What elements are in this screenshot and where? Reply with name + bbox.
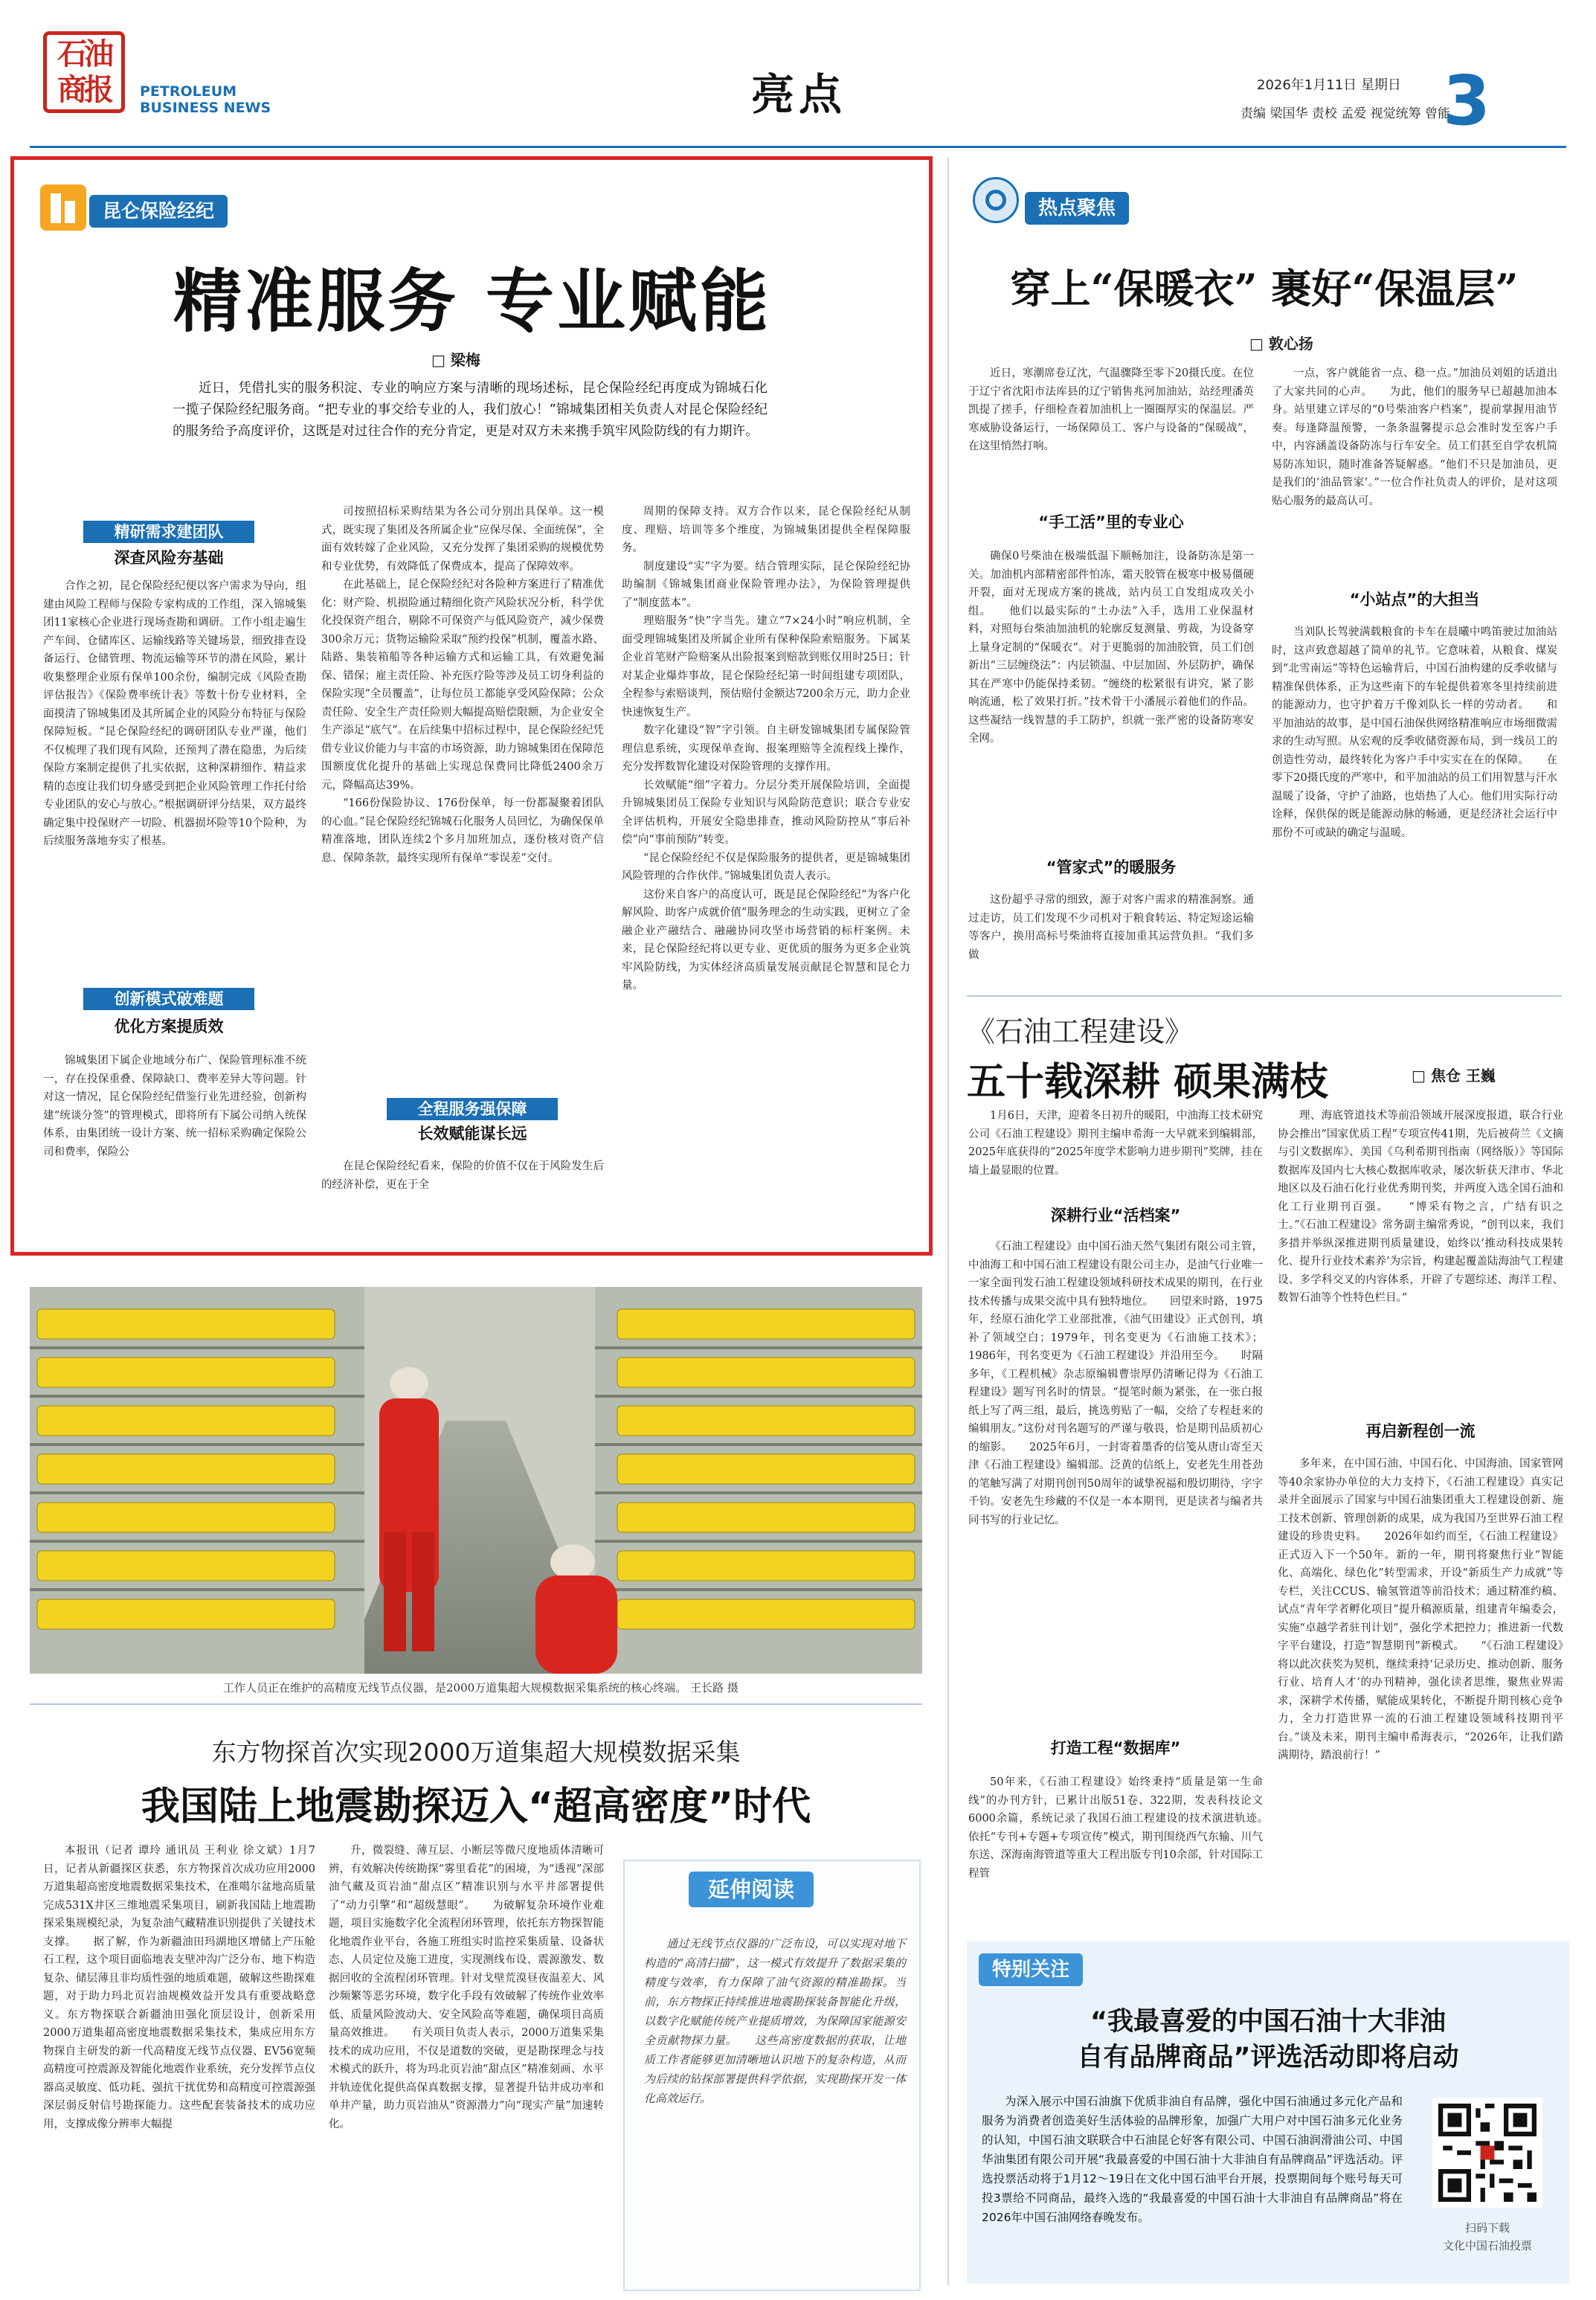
paragraph: 本报讯（记者 谭玲 通讯员 王利业 徐文斌）1月7日，记者从新疆探区获悉，东方物探首次成功应用2000万道集超高密度地震数据采集技术，在准噶尔盆地高质量完成531X井区三维地震采集项目，刷新我国陆上地震勘探采集规模纪录，为复杂油气藏精准识别提供了关键技术支撑。 据了解，作为新疆油田玛湖地区增储上产压舱石工程，这个项目面临地表支壁冲沟广泛分布、地下构造复杂、储层薄且非均质性强的地质难题，破解这些勘探难题，对于助力玛北页岩油规模效益开发具有重要战略意义。东方物探联合新疆油田强化顶层设计，创新采用2000万道集超高密度地震数据采集技术，集成应用东方物探自主研发的新一代高精度无线节点仪器、EV56宽频高精度可控震源及智能化地震作业系统，充分发挥节点仪器高灵敏度、低功耗、强抗干扰优势和高精度可控震源强深层弱反射信号勘探能力。这些配套装备技术的成功应用，支撑成像分辨率大幅提 xyxy=(43,1845,315,2130)
photo-caption: 工作人员正在维护的高精度无线节点仪器，是2000万道集超大规模数据采集系统的核心终端。 王长路 摄 xyxy=(223,1681,739,1695)
section-tag-hotspot: 热点聚焦 xyxy=(1025,192,1129,225)
article-journal-byline: □ 焦仓 王巍 xyxy=(1412,1067,1496,1085)
article-warmth-subhead-3: “小站点”的大担当 xyxy=(1349,591,1480,608)
paragraph: 50年来，《石油工程建设》始终秉持“质量是第一生命线”的办刊方针，已累计出版51卷、322期，发表科技论文6000余篇，系统记录了我国石油工程建设的技术演进轨迹。 依托“专刊+专题+专项宣传”模式，期刊围绕西气东输、川气东送、深海南海管道等重大工程出版专刊10余部，针对国际工程管 xyxy=(968,1776,1284,1880)
article-journal-subhead-3: 再启新程创一流 xyxy=(1365,1422,1476,1440)
subhead-2-banner: 创新模式破难题 xyxy=(83,988,254,1010)
page-number: 3 xyxy=(1443,61,1491,141)
article-kunlun-byline: □ 梁梅 xyxy=(431,351,480,369)
paragraph: “昆仑保险经纪不仅是保险服务的提供者，更是锦城集团风险管理的合作伙伴。”锦城集团负责人表示。 xyxy=(622,852,910,882)
article-warmth-byline: □ 敦心扬 xyxy=(1249,335,1313,353)
newspaper-logo xyxy=(43,31,125,113)
article-warmth-col2-a xyxy=(1272,364,1557,588)
logo-en-line1: PETROLEUM xyxy=(140,83,237,100)
paragraph: 多年来，在中国石油、中国石化、中国海油、国家管网等40余家协办单位的大力支持下，《石油工程建设》真实记录并全面展示了国家与中国石油集团重大工程建设创新、施工技术创新、管理创新的成果，成为我国乃至世界石油工程建设的珍贵史料。 2026年如约而至，《石油工程建设》正式迈入下一个50年。新的一年，期刊将聚焦行业“智能化、高端化、绿色化”转型需求，开设“新质生产力成就”等专栏，关注CCUS、输氢管道等前沿技术；通过精准约稿、试点“青年学者孵化项目”提升稿源质量，组建青年编委会，实施“卓越学者驻刊计划”，强化学术把控力；推进新一代数字平台建设，打造“智慧期刊”新模式。 “《石油工程建设》将以此次获奖为契机，继续秉持‘记录历史、推动创新、服务行业、培育人才’的办刊精神，强化读者思维，聚焦业界需求，深耕学术传播，赋能成果转化，不断提升期刊核心竞争力，全力打造世界一流的石油工程建设领域科技期刊平台。”谈及未来，期刊主编申希海表示，“2026年，让我们踏满期待，踏浪前行！” xyxy=(1278,1458,1563,1761)
article-journal-kicker: 《石油工程建设》 xyxy=(967,1015,1194,1048)
article-kunlun-col2-a xyxy=(321,503,604,1076)
paragraph: 确保0号柴油在极端低温下顺畅加注，设备防冻是第一关。加油机内部精密部件怕冻，霜天胶管在极寒中极易僵硬开裂，面对无现成方案的挑战，站内员工自发组成攻关小组。 他们以最实际的“土办法”入手，选用工业保温材料，对照每台柴油加油机的轮廓反复测量、剪裁，为设备穿上量身定制的“保暖衣”。对于更脆弱的加油胶管，员工们创新出“三层缠绕法”：内层锁温、中层加固、外层防护，确保其在严寒中仍能保持柔韧。“缠绕的松紧很有讲究，紧了影响流通，松了效果打折。”技术骨干小潘展示着他们的作品。这些凝结一线智慧的手工防护，织就一张严密的设备防寒安全网。 xyxy=(968,550,1254,745)
photo-illustration xyxy=(30,1287,922,1674)
article-seismic-col2 xyxy=(329,1842,604,2281)
article-warmth-subhead-1: “手工活”里的专业心 xyxy=(1038,513,1184,531)
qr-code[interactable] xyxy=(1432,2098,1542,2208)
article-warmth-subhead-2: “管家式”的暖服务 xyxy=(1046,858,1177,876)
article-warmth-col1-b xyxy=(968,547,1254,864)
editor-credits: 责编 梁国华 责校 孟爱 视觉统筹 曾能 xyxy=(1241,106,1451,121)
article-brand-headline-2: 自有品牌商品”评选活动即将启动 xyxy=(1077,2043,1459,2072)
article-kunlun-col1-b xyxy=(43,1052,306,1238)
paragraph: 周期的保障支持。双方合作以来，昆仑保险经纪从制度、理赔、培训等多个维度，为锦城集团提供全程保障服务。 xyxy=(622,506,910,554)
section-tag-extended-reading: 延伸阅读 xyxy=(689,1872,814,1907)
article-journal-headline: 五十载深耕 硕果满枝 xyxy=(967,1059,1329,1105)
paragraph: “166份保险协议、176份保单，每一份都凝聚着团队的心血。”昆仑保险经纪锦城石化服务人员回忆，为确保保单精准落地，团队连续2个多月加班加点，逐份核对资产信息、保障条款，最终实现所有保单“零误差”交付。 xyxy=(321,797,604,864)
article-journal-col2-a xyxy=(1278,1107,1563,1422)
article-kunlun-headline: 精准服务 专业赋能 xyxy=(173,262,772,341)
article-warmth-col1-c xyxy=(968,891,1254,983)
building-icon xyxy=(40,184,86,231)
logo-english xyxy=(140,83,271,116)
issue-date: 2026年1月11日 星期日 xyxy=(1257,77,1401,93)
masthead-rule xyxy=(30,146,1566,148)
subhead-3-banner: 全程服务强保障 xyxy=(387,1098,558,1120)
article-brand-body: 为深入展示中国石油旗下优质非油自有品牌，强化中国石油通过多元化产品和服务为消费者创造美好生活体验的品牌形象，加强广大用户对中国石油多元化业务的认知，中国石油文联联合中石油昆仑好客有限公司、中国石油润滑油公司、中国华油集团有限公司开展“我最喜爱的中国石油十大非油自有品牌商品”评选活动。评选投票活动将于1月12～19日在文化中国石油平台开展，投票期间每个账号每天可投3票给不同商品，最终入选的“我最喜爱的中国石油十大非油自有品牌商品”将在2026年中国石油网络春晚发布。 xyxy=(982,2095,1403,2224)
qr-code-icon xyxy=(1438,2104,1537,2202)
paragraph: 数字化建设“智”字引领。自主研发锦城集团专属保险管理信息系统，实现保单查询、报案理赔等全流程线上操作，充分发挥数智化建设对保险管理的支撑作用。 xyxy=(622,725,910,773)
article-journal-col1-b xyxy=(968,1238,1263,1744)
section-title: 亮点 xyxy=(751,69,847,120)
news-photo-equipment-room xyxy=(30,1287,922,1674)
article-journal-subhead-1: 深耕行业“活档案” xyxy=(1050,1207,1181,1224)
subhead-3-line2: 长效赋能谋长远 xyxy=(417,1125,527,1143)
paragraph: 这份超乎寻常的细致，源于对客户需求的精准洞察。通过走访，员工们发现不少司机对于粮食转运、特定短途运输等客户，换用高标号柴油将直接加重其运营负担。“我们多做 xyxy=(968,894,1254,961)
paragraph: 锦城集团下属企业地域分布广、保险管理标准不统一，存在投保重叠、保障缺口、费率差异大等问题。针对这一情况，昆仑保险经纪借鉴行业先进经验，创新构建“统谈分签”的管理模式，即将所有下属公司纳入统保体系，由集团统一设计方案、统一招标采购确定保险公司和费率，保险公 xyxy=(43,1055,306,1158)
article-warmth-rule xyxy=(967,995,1562,997)
section-tag-special-focus: 特别关注 xyxy=(979,1953,1083,1986)
article-warmth-headline: 穿上“保暖衣” 裹好“保温层” xyxy=(1010,265,1519,312)
masthead xyxy=(0,0,1596,141)
photo-caption-rule xyxy=(30,1703,922,1705)
paragraph: 这份来自客户的高度认可，既是昆仑保险经纪“为客户化解风险、助客户成就价值”服务理念的生动实践，更树立了金融企业产融结合、融融协同攻坚市场营销的标杆案例。未来，昆仑保险经纪将以更专业、更优质的服务为更多企业筑牢风险防线，为实体经济高质量发展贡献昆仑智慧和昆仑力量。 xyxy=(622,888,910,992)
paragraph: 当刘队长驾驶满载粮食的卡车在晨曦中鸣笛驶过加油站时，这声致意超越了简单的礼节。它意味着，从粮食、煤炭到“北雪南运”等特色运输背后，中国石油构建的反季收储与精准保供体系，正为这些南下的车轮提供着寒冬里持续前进的能源动力，也守护着万千像刘队长一样的劳动者。 和平加油站的故事，是中国石油保供网络精准响应市场细微需求的生动写照。从宏观的反季收储资源布局，到一线员工的创造性劳动，最终转化为客户手中实实在在的保障。 在零下20摄氏度的严寒中，和平加油站的员工们用智慧与汗水温暖了设备，守护了油路，也焐热了人心。他们用实际行动诠释，保供保的既是能源动脉的畅通，更是经济社会运行中那份不可或缺的确定与温暖。 xyxy=(1272,626,1557,839)
right-column-divider xyxy=(947,158,949,2285)
article-kunlun-col3 xyxy=(622,503,910,1239)
paragraph: 一点，客户就能省一点、稳一点。”加油员刘姐的话道出了大家共同的心声。 为此，他们的服务早已超越加油本身。站里建立详尽的“0号柴油客户档案”，提前掌握用油节奏。每逢降温预警，一条条温馨提示总会准时发至客户手中，内容涵盖设备防冻与行车安全。员工们甚至自学农机简易防冻知识，随时准备答疑解惑。“他们不只是加油员，更是我们的‘油品管家’。”一位合作社负责人的评价，是对这项贴心服务的最高认可。 xyxy=(1272,367,1557,507)
paragraph: 近日，寒潮席卷辽沈，气温骤降至零下20摄氏度。在位于辽宁省沈阳市法库县的辽宁销售兆河加油站，站经理潘英凯提了搓手，仔细检查着加油机上一圈圈厚实的保温层。严寒威胁设备运行，一场保障员工、客户与设备的“保暖战”，在这里悄然打响。 xyxy=(968,367,1254,452)
article-kunlun-lead: 近日，凭借扎实的服务积淀、专业的响应方案与清晰的现场述标，昆仑保险经纪再度成为锦城石化一揽子保险经纪服务商。“把专业的事交给专业的人，我们放心！”锦城集团相关负责人对昆仑保险经纪的服务给予高度评价，这既是对过往合作的充分肯定，更是对双方未来携手筑牢风险防线的有力期许。 xyxy=(173,381,768,439)
logo-text: 石油商报 xyxy=(57,37,111,107)
paragraph: 制度建设“实”字为要。结合管理实际，昆仑保险经纪协助编制《锦城集团商业保险管理办法》，为保险管理提供了“制度蓝本”。 xyxy=(622,560,910,609)
subhead-1-line2: 深查风险夯基础 xyxy=(114,549,224,567)
logo-en-line2: BUSINESS NEWS xyxy=(140,100,271,116)
article-journal-subhead-2: 打造工程“数据库” xyxy=(1050,1739,1181,1757)
extended-reading-text: 通过无线节点仪器的广泛布设，可以实现对地下构造的“高清扫描”，这一模式有效提升了数据采集的精度与效率，有力保障了油气资源的精准勘探。当前，东方物探正持续推进地震勘探装备智能化升级，以数字化赋能传统产业提质增效，为保障国家能源安全贡献物探力量。 这些高密度数据的获取，让地质工作者能够更加清晰地认识地下的复杂构造，从而为后续的钻探部署提供科学依据，实现勘探开发一体化高效运行。 xyxy=(644,1937,906,2105)
article-brand-headline-1: “我最喜爱的中国石油十大非油 xyxy=(1090,2007,1446,2037)
article-warmth-col1-a xyxy=(968,364,1254,510)
paragraph: 理赔服务“快”字当先。建立“7×24小时”响应机制，全面受理锦城集团及所属企业所有保种保险索赔服务。下属某企业首笔财产险赔案从出险报案到赔款到账仅用时25日；针对某企业爆炸事故，昆仑保险经纪第一时间组建专项团队，全程参与索赔谈判，预估赔付金额达7200余万元，助力企业快速恢复生产。 xyxy=(622,615,910,719)
qr-caption-2: 文化中国石油投票 xyxy=(1442,2239,1532,2252)
paragraph: 合作之初，昆仑保险经纪便以客户需求为导向，组建由风险工程师与保险专家构成的工作组，深入锦城集团11家核心企业进行现场查勘和调研。工作小组走遍生产车间、仓储库区、运输线路等关键场景，细致排查设备运行、仓储管理、物流运输等环节的潜在风险，累计收集整理企业原有保单100余份，编制完成《风险查勘评估报告》《保险费率统计表》等数十份专业材料，全面摸清了锦城集团及其所属企业的风险分布特征与保险保障短板。“昆仑保险经纪的调研团队专业严谨，他们不仅梳理了我们现有风险，还预判了潜在隐患，为后续保险方案制定提供了扎实依据，这种深耕细作、精益求精的态度让我们切身感受到把企业风险管理工作托付给专业团队的安心与放心。”根据调研评分结果，双方最终确定集中投保财产一切险、机器损坏险等10个险种，为后续服务落地夯实了根基。 xyxy=(43,580,306,847)
article-warmth-col2-b xyxy=(1272,623,1557,983)
paragraph: 在此基础上，昆仑保险经纪对各险种方案进行了精准优化：财产险、机损险通过精细化资产风险状况分析，科学优化投保资产组合，剔除不可保资产与低风险资产，减少保费300余万元；货物运输险采取“预约投保”机制，覆盖水路、陆路、集装箱船等各种运输方式和运输工具，有效避免漏保、错保；雇主责任险、补充医疗险等涉及员工切身利益的保险实现“全员覆盖”，让每位员工都能享受风险保障；公众责任险、安全生产责任险则大幅提高赔偿限额，为企业安全生产添足“底气”。在后续集中招标过程中，昆仑保险经纪凭借专业议价能力与丰富的市场资源，助力锦城集团在保障范围额度优化提升的基础上实现总保费同比降低2400余万元，降幅高达39%。 xyxy=(321,579,604,791)
article-kunlun-col2-b xyxy=(321,1157,604,1239)
subhead-2-line2: 优化方案提质效 xyxy=(114,1018,224,1035)
article-seismic-col1 xyxy=(43,1842,315,2281)
paragraph: 升，微裂缝、薄互层、小断层等微尺度地质体清晰可辨，有效解决传统勘探“雾里看花”的困境，为“透视”深部油气藏及页岩油“甜点区”精准识别与水平井部署提供了“动力引擎”和“超级慧眼”。 为破解复杂环境作业难题，项目实施数字化全流程闭环管理，依托东方物探智能化地震作业平台，各施工班组实时监控采集质量、设备状态、人员定位及施工进度，实现测线布设、震源激发、数据回收的全流程闭环管理。针对戈壁荒漠昼夜温差大、风沙频繁等恶劣环境，数字化手段有效破解了传统作业效率低、质量风险波动大、安全风险高等难题，确保项目高质量高效推进。 有关项目负责人表示，2000万道集采集技术的成功应用，不仅是道数的突破，更是勘探理念与技术模式的跃升，将为玛北页岩油“甜点区”精准刻画、水平井轨迹优化提供高保真数据支撑，显著提升钻井成功率和单井产量，助力页岩油从“资源潜力”向“现实产量”加速转化。 xyxy=(329,1845,604,2130)
subhead-1-banner: 精研需求建团队 xyxy=(83,521,254,543)
hotspot-icon xyxy=(973,177,1019,223)
paragraph: 《石油工程建设》由中国石油天然气集团有限公司主管，中油海工和中国石油工程建设有限公司主办，是油气行业唯一一家全面刊发石油工程建设领域科研技术成果的期刊，在行业技术传播与成果交流中具有独特地位。 回望来时路，1975年，经原石油化学工业部批准，《油气田建设》正式创刊，填补了领域空白；1979年，刊名变更为《石油施工技术》；1986年，刊名变更为《石油工程建设》并沿用至今。 时隔多年，《工程机械》杂志原编辑曹崇厚仍清晰记得为《石油工程建设》题写刊名时的情景。“提笔时颇为紧张，在一张白报纸上写了两三组，最后，挑选剪贴了一幅，交给了专程赶来的编辑朋友。”这份对刊名题写的严谨与敬畏，恰是期刊品质初心的缩影。 2025年6月，一封寄着墨香的信笺从唐山寄至天津《石油工程建设》编辑部。泛黄的信纸上，安老先生用苍劲的笔触写满了对期刊创刊50周年的诚挚祝福和殷切期待，字字千钧。安老先生珍藏的不仅是一本本期刊，更是读者与编者共同书写的行业记忆。 xyxy=(968,1241,1263,1526)
section-tag-kunlun: 昆仑保险经纪 xyxy=(89,195,228,228)
paragraph: 1月6日，天津，迎着冬日初升的暖阳，中油海工技术研究公司《石油工程建设》期刊主编申希海一大早就来到编辑部，2025年底获得的“2025年度学术影响力进步期刊”奖牌，挂在墙上最显眼的位置。 xyxy=(968,1110,1263,1177)
paragraph: 司按照招标采购结果为各公司分别出具保单。这一模式，既实现了集团及各所属企业“应保尽保、全面统保”，全面有效转嫁了企业风险，又充分发挥了集团采购的规模优势和专业优势，有效降低了保费成本，提高了保障效率。 xyxy=(321,506,604,573)
article-journal-col1-c xyxy=(968,1773,1284,1912)
article-seismic-headline: 我国陆上地震勘探迈入“超高密度”时代 xyxy=(141,1785,811,1829)
paragraph: 理、海底管道技术等前沿领域开展深度报道，联合行业协会推出“国家优质工程”专项宣传41期，先后被荷兰《文摘与引文数据库》、美国《乌利希期刊指南（网络版）》等国际数据库及国内七大核心数据库收录，屡次斩获天津市、华北地区以及石油石化行业优秀期刊奖，并两度入选全国石油和化工行业期刊百强。 “博采有物之言，广结有识之士。”《石油工程建设》常务副主编常秀说，“创刊以来，我们多措并举纵深推进期刊质量建设，始终以‘推动科技成果转化、提升行业技术素养’为宗旨，构建起覆盖陆海油气工程建设、多学科交叉的内容体系，开辟了专题综述、海洋工程、数智石油等个性特色栏目。” xyxy=(1278,1110,1563,1304)
article-journal-col2-b xyxy=(1278,1455,1563,1912)
paragraph: 长效赋能“细”字着力。分层分类开展保险培训，全面提升锦城集团员工保险专业知识与风险防范意识；联合专业安全评估机构，开展安全隐患排查，推动风险防控从“事后补偿”向“事前预防”转变。 xyxy=(622,779,910,846)
article-seismic-kicker: 东方物探首次实现2000万道集超大规模数据采集 xyxy=(211,1738,741,1767)
article-journal-col1-a xyxy=(968,1107,1263,1199)
paragraph: 在昆仑保险经纪看来，保险的价值不仅在于风险发生后的经济补偿，更在于全 xyxy=(321,1160,604,1191)
article-kunlun-col1-a xyxy=(43,577,306,973)
qr-caption-1: 扫码下载 xyxy=(1464,2221,1510,2235)
